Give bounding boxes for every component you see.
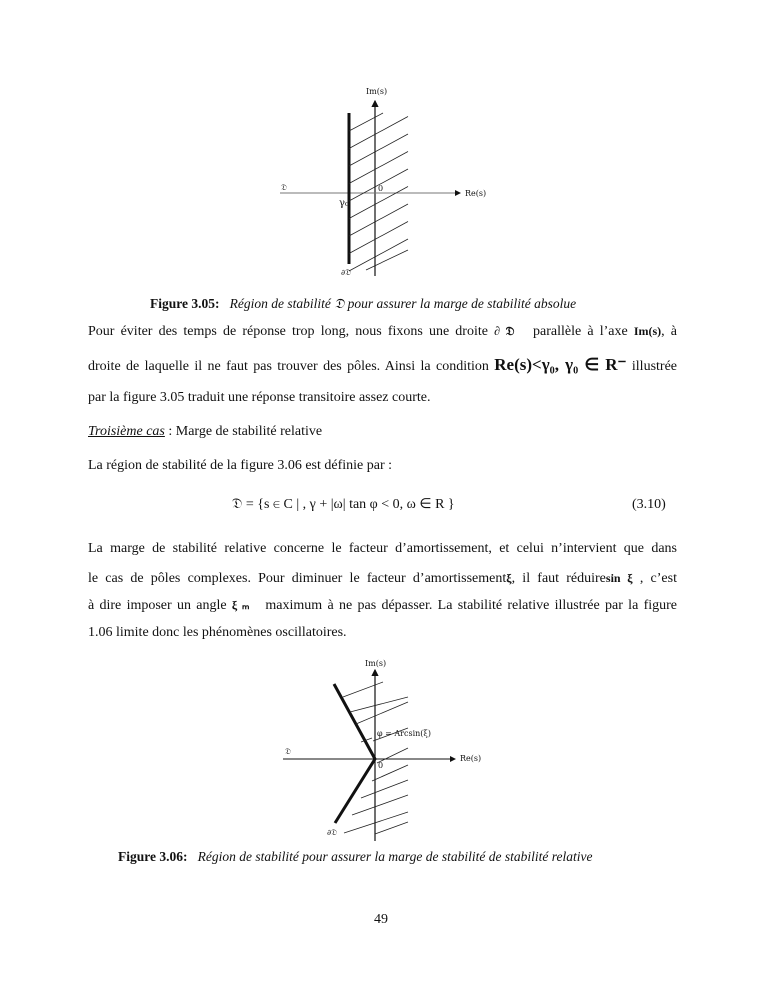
hatch-line: [349, 204, 408, 236]
hatch-line: [349, 134, 408, 166]
equation: 𝔇 = {s ∈ C | , γ + |ω| tan φ < 0, ω ∈ R }: [232, 497, 455, 512]
re-axis-label: Re(s): [460, 754, 482, 763]
figure-3-06-caption: Figure 3.06: Région de stabilité pour assurer la marge de stabilité de stabilité relative: [118, 849, 593, 864]
re-axis-label: Re(s): [465, 189, 487, 198]
hatch-line: [349, 239, 408, 271]
origin-label: 0: [378, 761, 384, 770]
hatch-line: [352, 795, 408, 815]
hatch-line: [343, 682, 383, 697]
hatch-line: [349, 222, 408, 254]
hatch-line: [350, 697, 408, 712]
origin-label: 0: [378, 184, 384, 193]
section-heading: Troisième cas : Marge de stabilité relative: [88, 424, 323, 439]
hatch-line: [356, 702, 408, 724]
hatch-line: [366, 250, 408, 270]
equation-number: (3.10): [632, 497, 666, 512]
region-label: 𝔇: [281, 183, 287, 192]
gamma-label: γ₀: [339, 198, 349, 209]
paragraph-line: droite de laquelle il ne faut pas trouver des pôles. Ainsi la condition Re(s)<γ₀, γ₀ ∈ R⁻ illustrée: [88, 355, 678, 374]
page-number: 49: [374, 912, 388, 927]
hatch-line: [361, 780, 408, 798]
hatch-line: [349, 117, 408, 149]
angle-label: φ = Arcsin(ξ): [377, 729, 431, 738]
figure-3-05: [280, 87, 486, 277]
paragraph-line: La marge de stabilité relative concerne le facteur d’amortissement, et celui n’intervient que dans: [88, 541, 677, 556]
figure-3-05-caption: Figure 3.05: Région de stabilité 𝔇 pour assurer la marge de stabilité absolue: [150, 296, 577, 311]
paragraph-line: Pour éviter des temps de réponse trop long, nous fixons une droite ∂ 𝔇 parallèle à l’axe Im(s), à: [88, 324, 678, 339]
boundary-label: ∂𝔇: [327, 828, 338, 837]
paragraph-line: La région de stabilité de la figure 3.06 est définie par :: [88, 458, 393, 473]
im-axis-label: Im(s): [365, 659, 387, 668]
boundary-label: ∂𝔇: [341, 268, 352, 277]
im-axis-label: Im(s): [366, 87, 388, 96]
paragraph-line: par la figure 3.05 traduit une réponse transitoire assez courte.: [88, 390, 431, 405]
hatch-line: [349, 152, 408, 184]
figure-3-06: [283, 659, 481, 841]
paragraph-line: le cas de pôles complexes. Pour diminuer le facteur d’amortissementξ, il faut réduiresin ξ , c’est: [88, 571, 677, 586]
hatch-line: [344, 812, 408, 833]
paragraph-line: à dire imposer un angle ξ ₘ maximum à ne pas dépasser. La stabilité relative illustrée par la figure: [88, 598, 678, 613]
hatch-line: [349, 113, 383, 131]
paragraph-line: 1.06 limite donc les phénomènes oscillatoires.: [88, 625, 347, 640]
region-label: 𝔇: [285, 747, 291, 756]
hatch-line: [375, 822, 408, 834]
